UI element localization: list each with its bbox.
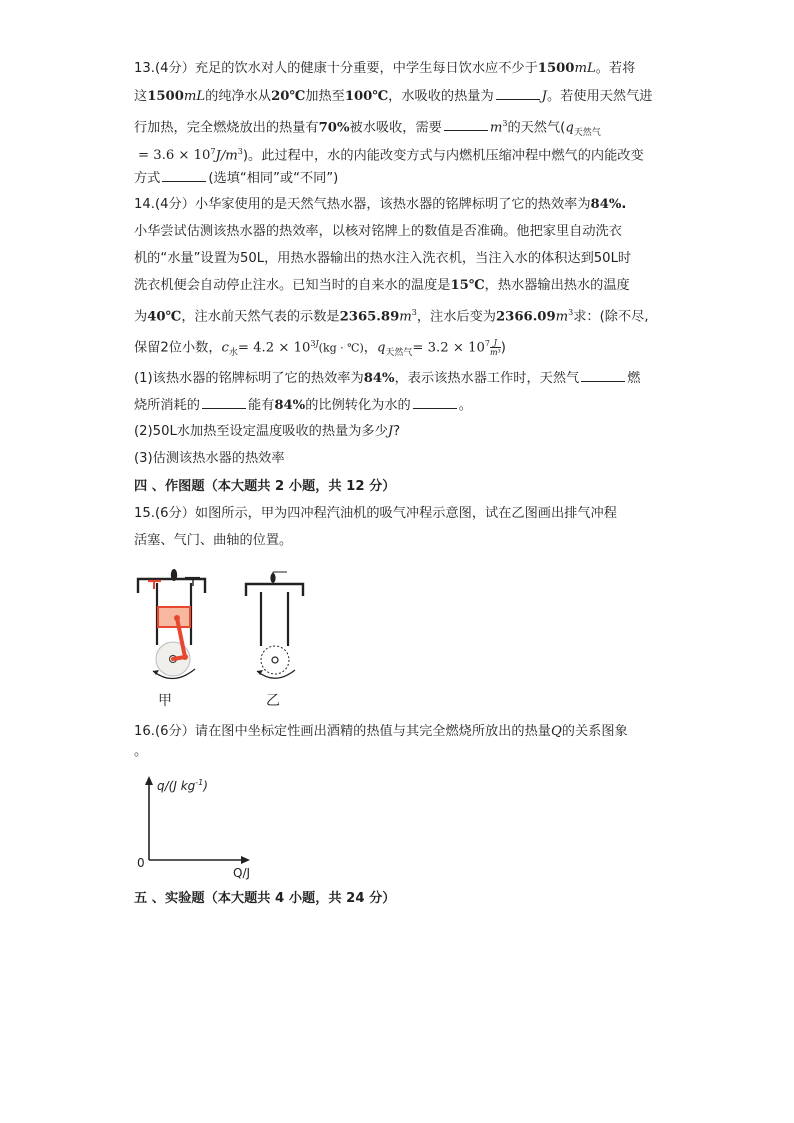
answer-blank: [444, 117, 488, 131]
q15-line-2: 活塞、气门、曲轴的位置。: [134, 533, 293, 548]
piston: [158, 607, 190, 627]
q13-line-4: = $3.6 \times 10^7J/m^3$)。此过程中，水的内能改变方式与内燃机压缩冲程中燃气的内能改变: [138, 147, 644, 164]
figure-a-caption: 甲: [158, 693, 172, 709]
x-axis-arrow: [241, 856, 250, 864]
answer-blank: [581, 368, 625, 382]
q13-line-3: 行加热，完全燃烧放出的热量有70%被水吸收，需要 $m^3$的天然气($q_{天然气}$: [134, 119, 601, 139]
q14-sub-2: (2)50L水加热至设定温度吸收的热量为多少J?: [134, 424, 401, 439]
answer-blank: [162, 168, 206, 182]
engine-blank-diagram: [243, 570, 311, 680]
q13-line-2: 这1500mL的纯净水从20℃加热至100℃，水吸收的热量为 J。若使用天然气进: [134, 86, 652, 107]
section-5-heading: 五 、实验题（本大题共 4 小题，共 24 分）: [134, 891, 396, 906]
spark-plug: [171, 569, 177, 581]
q14-line-6: 保留2位小数，$c_水= 4.2 \times 10^{3J}(kg$ · ℃)，$q_{天然气}= 3.2 \times 10^7$ $\frac{J}{\text{m³}}$ ): [134, 337, 506, 359]
section-4-heading: 四 、作图题（本大题共 2 小题，共 12 分）: [134, 479, 396, 494]
figure-b-caption: 乙: [266, 693, 280, 709]
q14-sub-1-line-1: (1)该热水器的铭牌标明了它的热效率为84%，表示该热水器工作时，天然气 燃: [134, 368, 640, 389]
q14-line-1: 14.(4分）小华家使用的是天然气热水器，该热水器的铭牌标明了它的热效率为84%.: [134, 197, 627, 212]
q14-sub-1-line-2: 烧所消耗的 能有84%的比例转化为水的 。: [134, 395, 472, 416]
y-axis-arrow: [145, 776, 153, 785]
x-axis-label: Q/J: [233, 866, 251, 880]
answer-blank: [496, 86, 540, 100]
answer-blank: [413, 395, 457, 409]
origin-label: 0: [137, 856, 145, 870]
spark-plug: [270, 573, 275, 583]
q16-line-2: 。: [134, 744, 148, 759]
q14-line-5: 为40℃，注水前天然气表的示数是$2365.89m^3$，注水后变为$2366.09m^3$求：(除不尽,: [134, 308, 649, 325]
answer-blank: [202, 395, 246, 409]
q14-line-2: 小华尝试估测该热水器的热效率，以核对铭牌上的数值是否准确。他把家里自动洗衣: [134, 224, 622, 239]
engine-intake-diagram: [135, 565, 215, 680]
unit-fraction: $\frac{J}{\text{m³}}$: [489, 337, 501, 357]
q16-line-1: 16.(6分）请在图中坐标定性画出酒精的热值与其完全燃烧所放出的热量Q的关系图象: [134, 724, 628, 739]
q14-line-3: 机的“水量”设置为50L，用热水器输出的热水注入洗衣机，当注入水的体积达到50L时: [134, 251, 632, 266]
q15-line-1: 15.(6分）如图所示，甲为四冲程汽油机的吸气冲程示意图，试在乙图画出排气冲程: [134, 506, 617, 521]
q13-line-5: 方式 (选填“相同”或“不同”): [134, 168, 338, 189]
q13-line-1: 13.(4分）充足的饮水对人的健康十分重要，中学生每日饮水应不少于1500mL。若将: [134, 61, 636, 76]
q14-line-4: 洗衣机便会自动停止注水。已知当时的自来水的温度是15℃，热水器输出热水的温度: [134, 278, 630, 293]
y-axis-label: q/(J $kg^{-1}$): [157, 778, 208, 793]
q14-sub-3: (3)估测该热水器的热效率: [134, 451, 285, 466]
